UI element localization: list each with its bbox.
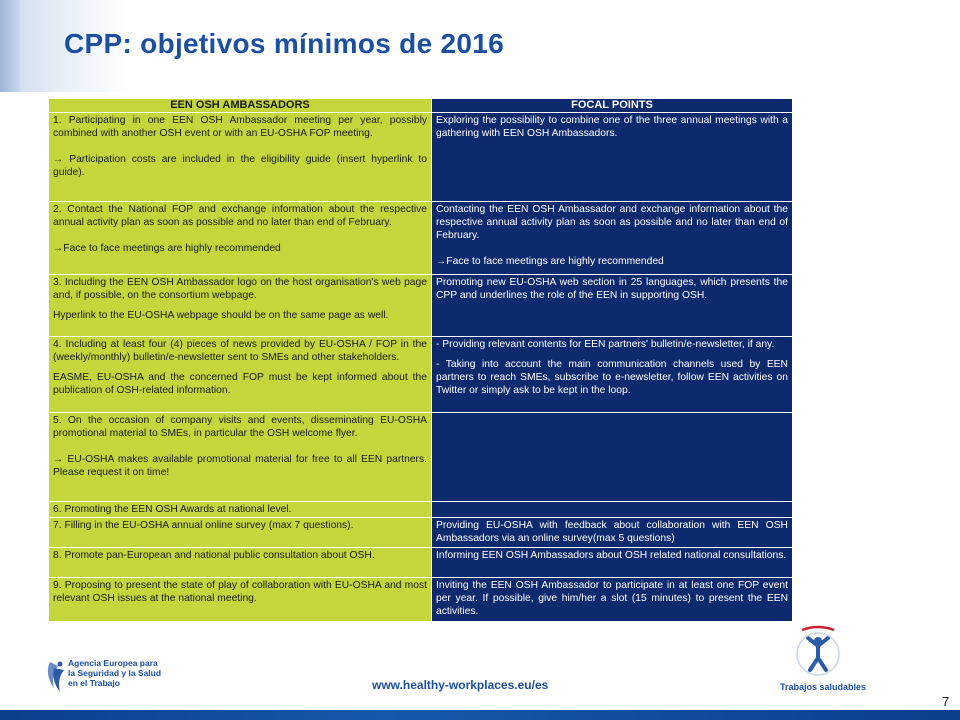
cell-text: - Providing relevant contents for EEN partners' bulletin/e-newsletter, if any. (436, 339, 775, 350)
cell-text: 7. Filling in the EU-OSHA annual online survey (max 7 questions). (53, 520, 354, 531)
bottom-bar (0, 710, 960, 720)
cell-text: Exploring the possibility to combine one of the three annual meetings with a gathering with EEN OSH Ambassadors. (436, 115, 788, 139)
ambassador-cell (49, 275, 432, 337)
cell-text: → Participation costs are included in the eligibility guide (insert hyperlink to guide). (53, 154, 427, 178)
cell-text: EASME, EU-OSHA and the concerned FOP must be kept informed about the publication of OSH-related information. (53, 372, 427, 396)
cell-text: →Face to face meetings are highly recommended (53, 243, 281, 254)
focal-point-cell (432, 413, 793, 502)
page-number: 7 (942, 694, 950, 709)
focal-point-cell (432, 518, 793, 548)
focal-point-cell (432, 502, 793, 518)
cell-text: Providing EU-OSHA with feedback about collaboration with EEN OSH Ambassadors via an online survey(max 5 questions) (436, 520, 788, 544)
agency-name-line: la Seguridad y la Salud (68, 668, 162, 678)
healthy-workplaces-label: Trabajos saludables (780, 682, 867, 692)
ambassador-cell (49, 202, 432, 275)
focal-point-cell (432, 548, 793, 578)
healthy-workplaces-logo-icon (778, 624, 858, 680)
agency-name-line: Agencia Europea para (68, 658, 158, 668)
slide-title: CPP: objetivos mínimos de 2016 (64, 28, 505, 59)
ambassador-cell (49, 502, 432, 518)
ambassador-cell (49, 337, 432, 413)
header-edge-shade (0, 0, 20, 92)
table-row (49, 337, 793, 413)
focal-point-cell (432, 578, 793, 622)
cell-text: 3. Including the EEN OSH Ambassador logo on the host organisation's web page and, if possible, on the consortium webpage. (53, 277, 427, 301)
cell-text: 6. Promoting the EEN OSH Awards at national level. (53, 504, 292, 515)
header-een-osh-ambassadors: EEN OSH AMBASSADORS (49, 99, 432, 113)
ambassador-cell (49, 548, 432, 578)
ambassador-cell (49, 413, 432, 502)
cell-text: Contacting the EEN OSH Ambassador and exchange information about the respective annual activity plan as soon as possible and no later than end of February. (436, 204, 788, 241)
cell-text: Promoting new EU-OSHA web section in 25 languages, which presents the CPP and underlines the role of the EEN in supporting OSH. (436, 277, 788, 301)
table-row (49, 202, 793, 275)
cell-text: 9. Proposing to present the state of play of collaboration with EU-OSHA and most relevant OSH issues at the national meeting. (53, 580, 427, 604)
cell-text: Inviting the EEN OSH Ambassador to participate in at least one FOP event per year. If possible, give him/her a slot (15 minutes) to present the EEN activities. (436, 580, 788, 617)
cell-text: Hyperlink to the EU-OSHA webpage should be on the same page as well. (53, 310, 389, 321)
cell-text: →Face to face meetings are highly recommended (436, 256, 664, 267)
table-row (49, 578, 793, 622)
cpp-objectives-table (48, 98, 793, 622)
cell-text: → EU-OSHA makes available promotional material for free to all EEN partners. Please request it on time! (53, 454, 427, 478)
table-row (49, 275, 793, 337)
cell-text: 5. On the occasion of company visits and events, disseminating EU-OSHA promotional material to SMEs, in particular the OSH welcome flyer. (53, 415, 427, 439)
focal-point-cell (432, 202, 793, 275)
table-row (49, 413, 793, 502)
agency-name (68, 658, 161, 688)
agency-name-line: en el Trabajo (68, 678, 120, 688)
ambassador-cell (49, 518, 432, 548)
header-focal-points: FOCAL POINTS (432, 99, 793, 113)
cell-text: Informing EEN OSH Ambassadors about OSH related national consultations. (436, 550, 787, 561)
cell-text: 2. Contact the National FOP and exchange information about the respective annual activity plan as soon as possible and no later than end of February. (53, 204, 427, 228)
table-row (49, 502, 793, 518)
table-header-row (49, 99, 793, 113)
ambassador-cell (49, 578, 432, 622)
cell-text: 8. Promote pan-European and national public consultation about OSH. (53, 550, 375, 561)
focal-point-cell (432, 113, 793, 202)
cell-text: 4. Including at least four (4) pieces of news provided by EU-OSHA / FOP in the (weekly/monthly) bulletin/e-newsletter sent to SMEs and other stakeholders. (53, 339, 427, 363)
focal-point-cell (432, 337, 793, 413)
focal-point-cell (432, 275, 793, 337)
cell-text: 1. Participating in one EEN OSH Ambassador meeting per year, possibly combined with another OSH event or with an EU-OSHA FOP meeting. (53, 115, 427, 139)
footer-url-link[interactable]: www.healthy-workplaces.eu/es (372, 678, 549, 692)
table-row (49, 113, 793, 202)
table-row (49, 548, 793, 578)
table-row (49, 518, 793, 548)
cell-text: - Taking into account the main communication channels used by EEN partners to reach SMEs, subscribe to e-newsletter, follow EEN activities on Twitter or simply ask to be kept in the loop. (436, 359, 788, 396)
ambassador-cell (49, 113, 432, 202)
